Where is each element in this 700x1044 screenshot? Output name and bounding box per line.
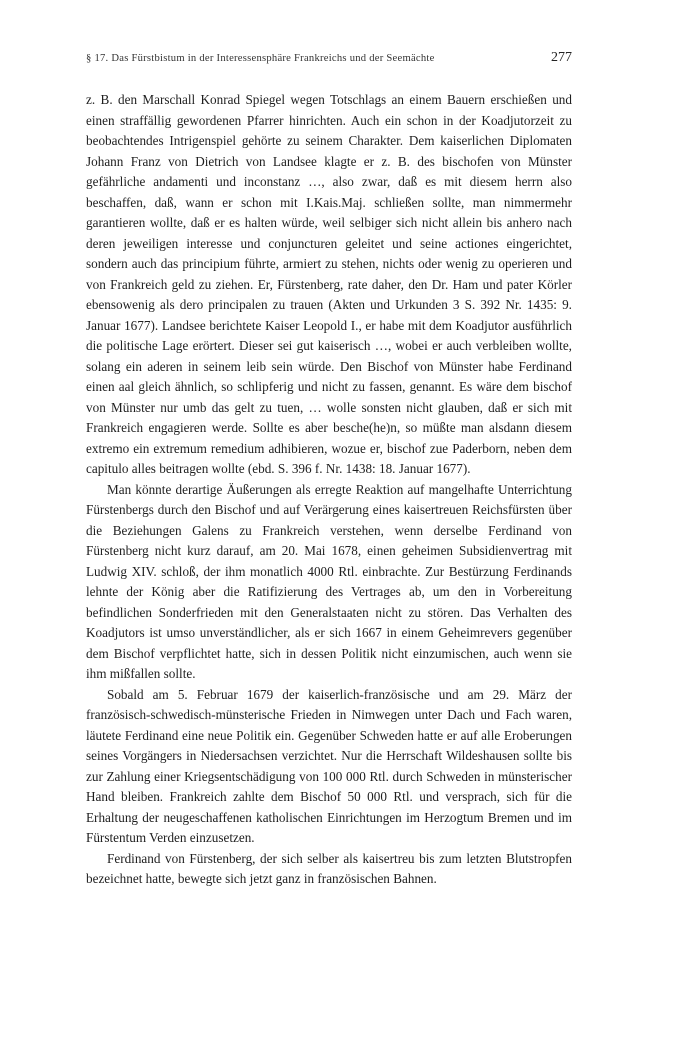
text-segment: Man könnte derartige Äußerungen als erregte Reaktion auf mangelhafte Unterrichtung Fürstenbergs durch den Bischof und auf Verärgerung eines kaisertreuen Reichsfürsten über die Beziehungen Galens zu Frankreich verstehen, wenn derselbe Ferdinand von Fürstenberg nicht kurz darauf, am 20. Mai 1678, einen geheimen Subsidienvertrag mit Ludwig XIV. schloß, der ihm monatlich 4000 Rtl. einbrachte. Zur Bestürzung Ferdinands lehnte der König aber die Ratifizierung des Vertrages ab, um den in Vorbereitung befindlichen Sonderfrieden mit den Generalstaaten nicht zu stören. Das Verhalten des Koadjutors ist umso unverständlicher, als er sich 1667 in einem Geheimrevers gegenüber dem Bischof verpflichtet hatte, sich in dessen Politik nicht einzumischen, auch wenn sie ihm mißfallen sollte. (86, 481, 572, 681)
text-segment: Er, Fürstenberg, rate daher, (253, 276, 409, 292)
running-title: § 17. Das Fürstbistum in der Interessensphäre Frankreichs und der Seemächte (86, 53, 435, 64)
text-segment: Ferdinand von Fürstenberg, der sich selber als kaisertreu bis zum letzten Blutstropfen bezeichnet hatte, bewegte sich jetzt ganz in französischen Bahnen. (86, 850, 572, 886)
paragraph (86, 480, 572, 685)
quotation-segment: einen aal gleich ähnlich, so schlipferig und nicht zu fassen, (86, 379, 406, 394)
text-segment: Den Bischof von Münster habe Ferdinand (334, 358, 572, 374)
text-segment: Sobald am 5. Februar 1679 der kaiserlich-französische und am 29. März der französisch-schwedisch-münsterische Frieden in Nimwegen unter Dach und Fach waren, läutete Ferdinand eine neue Politik ein. Gegenüber Schweden hatte er auf alle Eroberungen seines Vorgängers in Niedersachsen verzichtet. Nur die Herrschaft Wildeshausen sollte bis zur Zahlung einer Kriegsentschädigung von 100 000 Rtl. durch Schweden in münsterischer Hand bleiben. Frankreich zahlte dem Bischof 50 000 Rtl. und versprach, sich für die Erhaltung der neugeschaffenen katholischen Einrichtungen im Herzogtum Bremen und im Fürstentum Verden einzusetzen. (86, 686, 572, 845)
body-text (86, 90, 572, 890)
paragraph (86, 849, 572, 890)
running-header (86, 50, 572, 70)
quotation-segment: gut kaiserisch …, wobei er auch verbleiben wollte, solang ein aderen in seinem leib sein würde. (86, 338, 572, 374)
text-segment: (ebd. S. 396 f. Nr. 1438: 18. Januar 1677). (244, 461, 471, 476)
quotation-segment: Es wäre dem bischof von Münster nur umb das gelt zu tuen, … wolle sonsten nicht glauben, daß er sich mit Frankreich engagieren werde. Sollte es aber besche(he)n, so müßte man alsdann diesem extremo ein extremum remedium adhibieren, wozue er, bischof zue Paderborn, neben dem capitulo alles beitragen wollte (86, 379, 572, 476)
text-segment: genannt. (405, 379, 459, 394)
quotation-segment: nimmermehr garantieren wollte, daß er es halten würde, weil selbiger sich nicht allein bis anhero nach deren jeweiligen interesse und conjuncturen geleitet und seine actiones eingerichtet, sondern auch das principium führte, armiert zu stehen, nichts oder wenig zu operieren und von Frankreich geld zu ziehen. (86, 194, 572, 292)
text-segment: man (464, 194, 504, 210)
quotation-segment: des bischofen von Münster gefährliche andamenti und inconstanz …, also zwar, daß es mit diesem herrn also beschaffen, daß, wann er schon mit I.Kais.Maj. schließen sollte, (86, 153, 572, 210)
text-segment: z. B. den Marschall Konrad Spiegel wegen Totschlags an einem Bauern erschießen und einen straffällig gewordenen Pfarrer hinrichten. Auch ein schon in der Koadjutorzeit zu beobachtendes Intrigenspiel gehörte zu seinem Charakter. Dem kaiserlichen Diplomaten Johann Franz von Dietrich von Landsee klagte er z. B. (86, 92, 572, 169)
text-segment: (Akten und Urkunden 3 S. 392 Nr. 1435: 9. Januar 1677). Landsee berichtete Kaiser Leopold I., er habe mit dem Koadjutor ausführlich die politische Lage erörtert. Dieser sei (86, 297, 572, 353)
paragraph (86, 90, 572, 480)
quotation-segment: den Dr. Ham und pater Körler ebensowenig als dero principalen zu trauen (86, 276, 572, 312)
page-number: 277 (551, 50, 572, 65)
paragraph (86, 685, 572, 849)
